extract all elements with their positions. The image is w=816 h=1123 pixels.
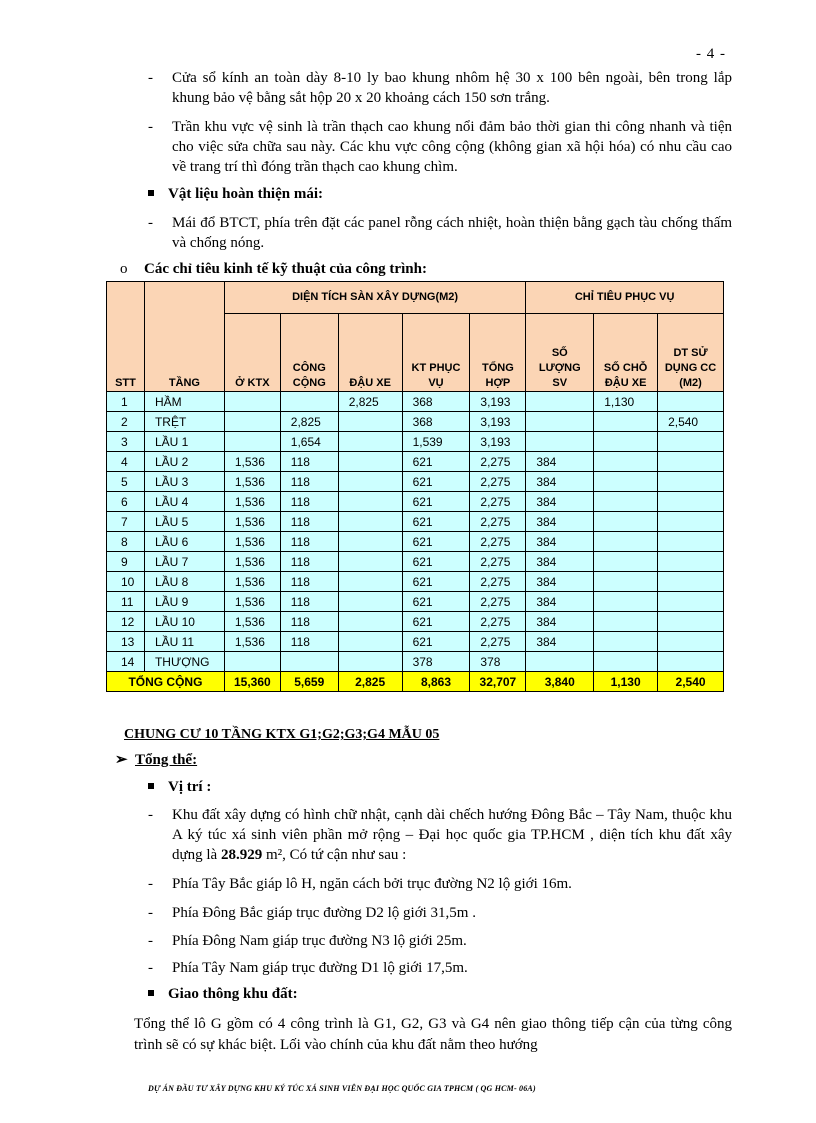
table-cell (280, 392, 338, 412)
table-row (107, 632, 724, 652)
header-cong-cong: CÔNG CỘNG (280, 314, 338, 392)
table-cell: LẦU 8 (144, 572, 224, 592)
table-cell (338, 492, 402, 512)
table-cell: 378 (402, 652, 470, 672)
table-cell (594, 612, 658, 632)
table-cell: LẦU 6 (144, 532, 224, 552)
header-o-ktx: Ở KTX (224, 314, 280, 392)
table-cell (280, 652, 338, 672)
table-cell: 384 (526, 632, 594, 652)
table-row (107, 612, 724, 632)
table-cell: 1,536 (224, 452, 280, 472)
table-cell: 1,539 (402, 432, 470, 452)
table-cell: TRỆT (144, 412, 224, 432)
table-heading (120, 261, 427, 278)
table-cell: 1,536 (224, 512, 280, 532)
table-row (107, 552, 724, 572)
table-cell: 11 (107, 592, 145, 612)
boundary-item (148, 874, 732, 894)
total-label: TỔNG CỘNG (107, 672, 225, 692)
table-row (107, 652, 724, 672)
table-cell: LẦU 11 (144, 632, 224, 652)
header-group-service: CHỈ TIÊU PHỤC VỤ (526, 282, 724, 314)
table-cell: 118 (280, 512, 338, 532)
total-cell: 2,540 (658, 672, 724, 692)
table-cell: 621 (402, 632, 470, 652)
table-cell: LẦU 4 (144, 492, 224, 512)
table-cell: 621 (402, 492, 470, 512)
table-cell: HẦM (144, 392, 224, 412)
bullet-text: Trần khu vực vệ sinh là trần thạch cao khung nổi đảm bảo thời gian thi công nhanh và tiện cho việc sửa chữa sau này. Các khu vực công cộng (không gian xã hội hóa) có nhu cầu cao về trang trí thì đóng trần thạch cao khung chìm. (172, 119, 732, 175)
table-cell: 1,536 (224, 472, 280, 492)
table-cell (594, 412, 658, 432)
dash-marker: - (148, 905, 153, 921)
table-row (107, 512, 724, 532)
table-cell (224, 432, 280, 452)
table-cell: 2,275 (470, 612, 526, 632)
table-cell: 384 (526, 552, 594, 572)
header-tong-hop: TỔNG HỢP (470, 314, 526, 392)
table-cell: LẦU 7 (144, 552, 224, 572)
table-cell: 384 (526, 512, 594, 532)
table-row (107, 572, 724, 592)
table-cell: 2,275 (470, 512, 526, 532)
table-cell: 2,825 (338, 392, 402, 412)
total-cell: 32,707 (470, 672, 526, 692)
table-row (107, 532, 724, 552)
table-cell: LẦU 10 (144, 612, 224, 632)
table-cell: 384 (526, 472, 594, 492)
table-cell (338, 472, 402, 492)
table-cell (658, 612, 724, 632)
traffic-heading-text: Giao thông khu đất: (168, 986, 298, 1002)
total-cell: 5,659 (280, 672, 338, 692)
table-cell (594, 652, 658, 672)
table-cell: 1,536 (224, 592, 280, 612)
boundary-text: Phía Đông Nam giáp trục đường N3 lộ giới 25m. (172, 933, 467, 949)
table-cell (526, 652, 594, 672)
table-cell (658, 532, 724, 552)
table-cell (526, 392, 594, 412)
table-cell: 1,536 (224, 612, 280, 632)
table-cell: 1,536 (224, 532, 280, 552)
table-cell: THƯỢNG (144, 652, 224, 672)
total-cell: 1,130 (594, 672, 658, 692)
dash-marker: - (148, 960, 153, 976)
table-cell (658, 592, 724, 612)
table-cell (594, 532, 658, 552)
table-cell: 2,825 (280, 412, 338, 432)
table-cell: 3 (107, 432, 145, 452)
table-cell: 6 (107, 492, 145, 512)
table-cell: 368 (402, 392, 470, 412)
table-cell (338, 612, 402, 632)
roof-heading (148, 186, 323, 203)
table-cell (526, 412, 594, 432)
overall-heading-text: Tổng thể: (135, 752, 198, 768)
table-cell: 621 (402, 532, 470, 552)
square-bullet-icon (148, 990, 154, 996)
header-so-cho-dau-xe: SỐ CHỖ ĐẬU XE (594, 314, 658, 392)
location-text-part: Khu đất xây dựng có hình chữ nhật, cạnh dài chếch hướng Đông Bắc – Tây Nam, thuộc khu A ký túc xá sinh viên phần mở rộng – Đại học quốc gia TP.HCM , diện tích khu đất xây dựng là (172, 807, 732, 863)
table-cell: 7 (107, 512, 145, 532)
table-row (107, 452, 724, 472)
table-cell (658, 572, 724, 592)
overall-heading (115, 750, 197, 769)
total-cell: 2,825 (338, 672, 402, 692)
table-cell: 368 (402, 412, 470, 432)
document-footer: DỰ ÁN ĐẦU TƯ XÂY DỰNG KHU KÝ TÚC XÁ SINH VIÊN ĐẠI HỌC QUỐC GIA TPHCM ( QG HCM- 06A) (148, 1084, 536, 1093)
table-cell: 1,536 (224, 632, 280, 652)
table-cell (594, 492, 658, 512)
location-intro (148, 805, 732, 865)
table-cell (338, 532, 402, 552)
table-cell: 118 (280, 592, 338, 612)
table-cell: 13 (107, 632, 145, 652)
boundary-item (148, 931, 732, 951)
header-so-luong-sv: SỐ LƯỢNG SV (526, 314, 594, 392)
table-cell: 384 (526, 452, 594, 472)
bullet-text: Cửa sổ kính an toàn dày 8-10 ly bao khung nhôm hệ 30 x 100 bên ngoài, bên trong lắp khung bảo vệ bằng sắt hộp 20 x 20 khoảng cách 150 sơn trắng. (172, 70, 732, 106)
dash-marker: - (148, 876, 153, 892)
header-tang: TẦNG (144, 282, 224, 392)
dash-marker: - (148, 70, 153, 86)
table-cell: 621 (402, 612, 470, 632)
table-cell (594, 552, 658, 572)
table-cell: 2,275 (470, 532, 526, 552)
table-cell: 5 (107, 472, 145, 492)
table-cell (658, 552, 724, 572)
table-cell: 384 (526, 532, 594, 552)
table-cell: 621 (402, 552, 470, 572)
location-intro-text (172, 805, 732, 865)
arrow-bullet-icon: ➢ (115, 752, 128, 768)
table-cell: 378 (470, 652, 526, 672)
square-bullet-icon (148, 190, 154, 196)
table-cell (338, 632, 402, 652)
table-cell: 3,193 (470, 412, 526, 432)
header-stt: STT (107, 282, 145, 392)
location-heading (148, 779, 211, 796)
bullet-text: Mái đổ BTCT, phía trên đặt các panel rỗng cách nhiệt, hoàn thiện bằng gạch tàu chống thấm và chống nóng. (172, 215, 732, 251)
table-cell: 118 (280, 492, 338, 512)
table-cell: 1 (107, 392, 145, 412)
header-group-area: DIỆN TÍCH SÀN XÂY DỰNG(M2) (224, 282, 525, 314)
header-dt-su-dung-cc: DT SỬ DỤNG CC (M2) (658, 314, 724, 392)
table-cell (594, 472, 658, 492)
table-cell (338, 592, 402, 612)
table-cell (224, 392, 280, 412)
table-cell: 621 (402, 452, 470, 472)
bullet-ceiling (148, 117, 732, 177)
total-cell: 3,840 (526, 672, 594, 692)
table-cell: 118 (280, 572, 338, 592)
table-cell (338, 452, 402, 472)
table-cell: 621 (402, 592, 470, 612)
table-cell (338, 652, 402, 672)
bullet-roof (148, 213, 732, 253)
table-cell: 8 (107, 532, 145, 552)
table-cell: 1,130 (594, 392, 658, 412)
table-row (107, 592, 724, 612)
table-cell: 1,536 (224, 552, 280, 572)
table-cell: 118 (280, 532, 338, 552)
table-cell: 384 (526, 612, 594, 632)
total-cell: 8,863 (402, 672, 470, 692)
table-cell (658, 472, 724, 492)
traffic-paragraph: Tổng thể lô G gồm có 4 công trình là G1, G2, G3 và G4 nên giao thông tiếp cận của từng công trình sẽ có sự khác biệt. Lối vào chính của khu đất nằm theo hướng (134, 1016, 732, 1053)
table-cell: 3,193 (470, 392, 526, 412)
table-cell: LẦU 3 (144, 472, 224, 492)
boundary-text: Phía Tây Bắc giáp lô H, ngăn cách bởi trục đường N2 lộ giới 16m. (172, 876, 572, 892)
boundary-text: Phía Tây Nam giáp trục đường D1 lộ giới 17,5m. (172, 960, 468, 976)
table-cell (224, 412, 280, 432)
table-cell (338, 432, 402, 452)
dash-marker: - (148, 807, 153, 823)
table-cell (338, 512, 402, 532)
table-cell (338, 412, 402, 432)
table-cell: 2,275 (470, 552, 526, 572)
dash-marker: - (148, 933, 153, 949)
table-cell: 1,536 (224, 492, 280, 512)
table-cell: 1,654 (280, 432, 338, 452)
total-cell: 15,360 (224, 672, 280, 692)
table-cell: 14 (107, 652, 145, 672)
table-cell (658, 632, 724, 652)
table-cell (594, 592, 658, 612)
table-row (107, 492, 724, 512)
table-cell (526, 432, 594, 452)
table-cell: 9 (107, 552, 145, 572)
section-title: CHUNG CƯ 10 TẦNG KTX G1;G2;G3;G4 MẪU 05 (124, 727, 440, 742)
table-cell (594, 452, 658, 472)
table-row (107, 412, 724, 432)
table-cell (658, 392, 724, 412)
table-cell: LẦU 1 (144, 432, 224, 452)
table-cell: 384 (526, 572, 594, 592)
table-cell: 118 (280, 472, 338, 492)
site-area-value: 28.929 (220, 847, 263, 863)
table-cell: 621 (402, 512, 470, 532)
table-cell (338, 572, 402, 592)
table-cell: 118 (280, 632, 338, 652)
header-kt-phuc-vu: KT PHỤC VỤ (402, 314, 470, 392)
table-cell: 621 (402, 472, 470, 492)
table-cell: 621 (402, 572, 470, 592)
table-cell: 10 (107, 572, 145, 592)
traffic-heading (148, 986, 298, 1003)
table-total-row (107, 672, 724, 692)
table-cell (594, 432, 658, 452)
table-cell: 2,275 (470, 452, 526, 472)
table-cell: 3,193 (470, 432, 526, 452)
technical-indicators-table (106, 281, 724, 692)
table-cell: 12 (107, 612, 145, 632)
dash-marker: - (148, 215, 153, 231)
table-cell: 1,536 (224, 572, 280, 592)
table-cell: 2,275 (470, 472, 526, 492)
circle-bullet-icon: o (120, 261, 128, 277)
table-cell: LẦU 2 (144, 452, 224, 472)
table-cell: 2 (107, 412, 145, 432)
table-cell (658, 652, 724, 672)
bullet-window (148, 68, 732, 108)
table-heading-text: Các chỉ tiêu kinh tế kỹ thuật của công trình: (144, 261, 427, 277)
table-cell (658, 432, 724, 452)
table-row (107, 472, 724, 492)
table-cell (594, 572, 658, 592)
table-cell (594, 632, 658, 652)
table-cell (658, 492, 724, 512)
table-cell: 2,275 (470, 492, 526, 512)
location-heading-text: Vị trí : (168, 779, 212, 795)
table-cell: 118 (280, 452, 338, 472)
location-text-part: m², Có tứ cận như sau : (262, 847, 407, 863)
page-number: - 4 - (696, 46, 726, 62)
table-cell (658, 512, 724, 532)
header-dau-xe: ĐẬU XE (338, 314, 402, 392)
table-cell (338, 552, 402, 572)
table-cell: 118 (280, 552, 338, 572)
table-cell: 2,275 (470, 592, 526, 612)
table-cell: 384 (526, 592, 594, 612)
boundary-item (148, 903, 732, 923)
table-cell: 384 (526, 492, 594, 512)
table-cell: 2,275 (470, 572, 526, 592)
table-cell (658, 452, 724, 472)
table-row (107, 432, 724, 452)
dash-marker: - (148, 119, 153, 135)
boundary-item (148, 958, 732, 978)
boundary-text: Phía Đông Bắc giáp trục đường D2 lộ giới 31,5m . (172, 905, 476, 921)
table-row (107, 392, 724, 412)
table-cell: 2,540 (658, 412, 724, 432)
square-bullet-icon (148, 783, 154, 789)
table-cell: 4 (107, 452, 145, 472)
table-cell (224, 652, 280, 672)
table-cell: 2,275 (470, 632, 526, 652)
roof-heading-text: Vật liệu hoàn thiện mái: (168, 186, 324, 202)
table-cell: LẦU 9 (144, 592, 224, 612)
table-cell (594, 512, 658, 532)
table-cell: 118 (280, 612, 338, 632)
table-cell: LẦU 5 (144, 512, 224, 532)
